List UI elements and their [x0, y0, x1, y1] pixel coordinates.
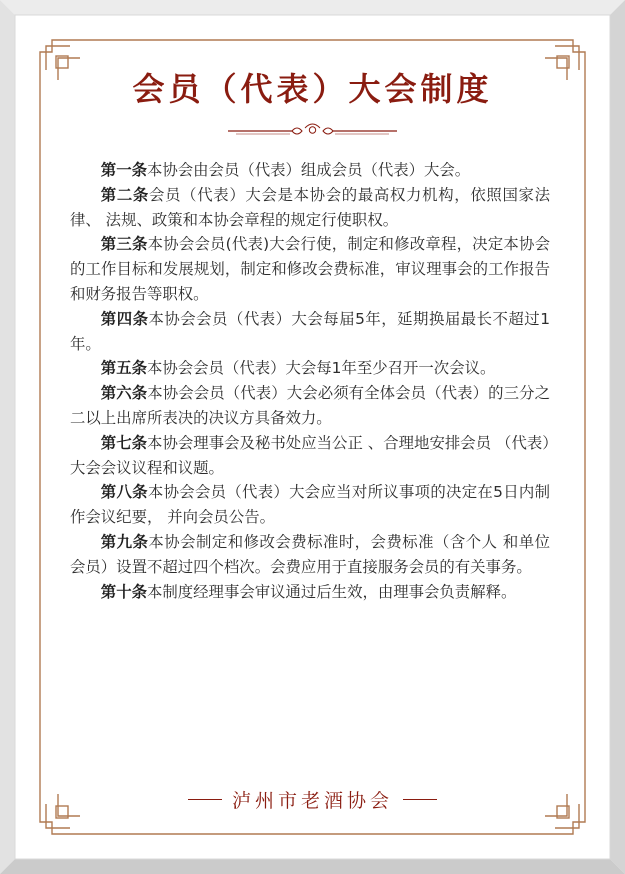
article-text: 本协会会员(代表)大会行使，制定和修改章程，决定本协会的工作目标和发展规划，制定和修改会费标准，审议理事会的工作报告和财务报告等职权。	[70, 235, 550, 303]
article-number: 第八条	[100, 483, 148, 502]
article-text: 本协会会员（代表）大会每1年至少召开一次会议。	[146, 359, 496, 378]
article-text: 本协会由会员（代表）组成会员（代表）大会。	[146, 161, 471, 179]
footer-dash-left	[188, 799, 222, 800]
article-8	[70, 480, 550, 530]
article-text: 本制度经理事会审议通过后生效，由理事会负责解释。	[146, 582, 517, 601]
organization-name: 泸州市老酒协会	[231, 790, 393, 812]
footer-signature	[0, 786, 625, 813]
article-text: 本协会会员（代表）大会必须有全体会员（代表）的三分之二以上出席所表决的决议方具备效力。	[70, 384, 550, 427]
bevel-top	[0, 0, 625, 15]
article-3	[70, 232, 550, 306]
article-number: 第四条	[100, 309, 149, 328]
article-number: 第十条	[100, 582, 147, 601]
page-title: 会员（代表）大会制度	[132, 70, 493, 108]
footer-dash-right	[403, 799, 437, 800]
article-2	[70, 183, 550, 233]
article-4	[70, 307, 550, 357]
article-text: 本协会会员（代表）大会应当对所议事项的决定在5日内制作会议纪要， 并向会员公告。	[70, 483, 550, 527]
article-number: 第六条	[100, 384, 148, 403]
article-number: 第九条	[100, 532, 149, 551]
article-text: 会员（代表）大会是本协会的最高权力机构，依照国家法律、 法规、政策和本协会章程的规定行使职权。	[70, 185, 550, 229]
article-number: 第二条	[100, 185, 149, 204]
article-number: 第七条	[100, 433, 148, 452]
article-text: 本协会制定和修改会费标准时，会费标准（含个人 和单位会员）设置不超过四个档次。会费应用于直接服务会员的有关事务。	[70, 532, 550, 576]
article-5	[70, 356, 550, 381]
article-9	[70, 530, 550, 580]
article-text: 本协会会员（代表）大会每届5年，延期换届最长不超过1年。	[70, 309, 550, 353]
article-number: 第五条	[100, 359, 147, 378]
bevel-right	[610, 0, 625, 874]
article-10	[70, 580, 550, 605]
article-7	[70, 431, 550, 481]
article-number: 第一条	[100, 161, 147, 179]
articles-body	[70, 158, 550, 604]
article-1	[70, 158, 550, 183]
bevel-bottom	[0, 859, 625, 874]
article-6	[70, 381, 550, 431]
bevel-left	[0, 0, 15, 874]
article-text: 本协会理事会及秘书处应当公正 、合理地安排会员 （代表）大会会议议程和议题。	[70, 433, 550, 477]
article-number: 第三条	[100, 235, 148, 254]
